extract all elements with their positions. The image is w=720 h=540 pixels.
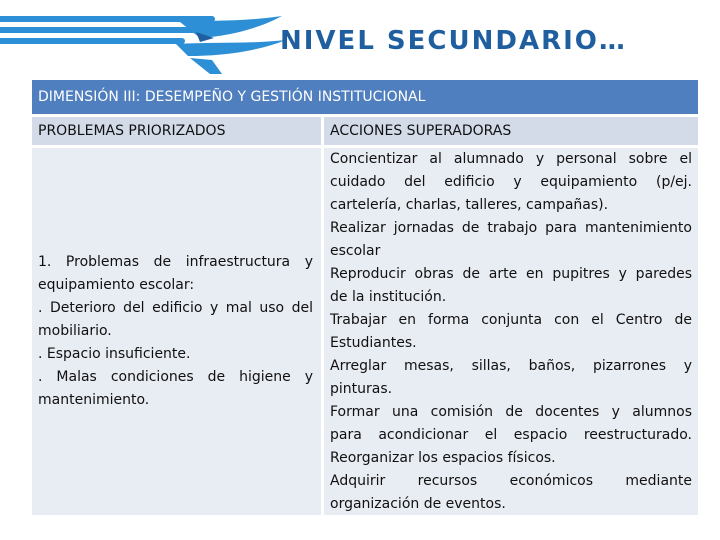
actions-cell (324, 148, 698, 515)
problem-line: equipamiento escolar: (38, 277, 195, 293)
action-line: cuidado del edificio y equipamiento (p/ej. (330, 174, 692, 190)
dimension-heading: DIMENSIÓN III: DESEMPEÑO Y GESTIÓN INSTITUCIONAL (32, 80, 698, 114)
problem-line: 1. Problemas de infraestructura y (38, 254, 313, 270)
action-line: pinturas. (330, 381, 393, 397)
action-line: Adquirir recursos económicos mediante (330, 473, 692, 489)
problem-line: mobiliario. (38, 323, 112, 339)
airplane-logo-icon (170, 14, 290, 76)
action-line: Arreglar mesas, sillas, baños, pizarrones y (330, 358, 692, 374)
action-line: Reorganizar los espacios físicos. (330, 450, 556, 466)
action-line: organización de eventos. (330, 496, 506, 512)
action-line: Concientizar al alumnado y personal sobre el (330, 151, 692, 167)
column-header-actions: ACCIONES SUPERADORAS (324, 117, 698, 145)
header-stripe (0, 38, 185, 44)
column-header-problems: PROBLEMAS PRIORIZADOS (32, 117, 321, 145)
action-line: cartelería, charlas, talleres, campañas). (330, 197, 609, 213)
problems-text (38, 251, 313, 412)
action-line: Trabajar en forma conjunta con el Centro de (330, 312, 692, 328)
problems-cell (32, 148, 321, 515)
actions-text (330, 148, 692, 516)
action-line: para acondicionar el espacio reestructurado. (330, 427, 692, 443)
action-line: Realizar jornadas de trabajo para mantenimiento (330, 220, 692, 236)
action-line: Reproducir obras de arte en pupitres y paredes (330, 266, 692, 282)
action-line: Formar una comisión de docentes y alumnos (330, 404, 692, 420)
problems-actions-table (32, 117, 698, 515)
problem-line: . Malas condiciones de higiene y (38, 369, 313, 385)
problem-line: . Espacio insuficiente. (38, 346, 191, 362)
action-line: de la institución. (330, 289, 447, 305)
problem-line: mantenimiento. (38, 392, 150, 408)
page-title: NIVEL SECUNDARIO… (280, 26, 627, 56)
action-line: Estudiantes. (330, 335, 417, 351)
action-line: escolar (330, 243, 381, 259)
header-band (0, 0, 720, 80)
problem-line: . Deterioro del edificio y mal uso del (38, 300, 313, 316)
